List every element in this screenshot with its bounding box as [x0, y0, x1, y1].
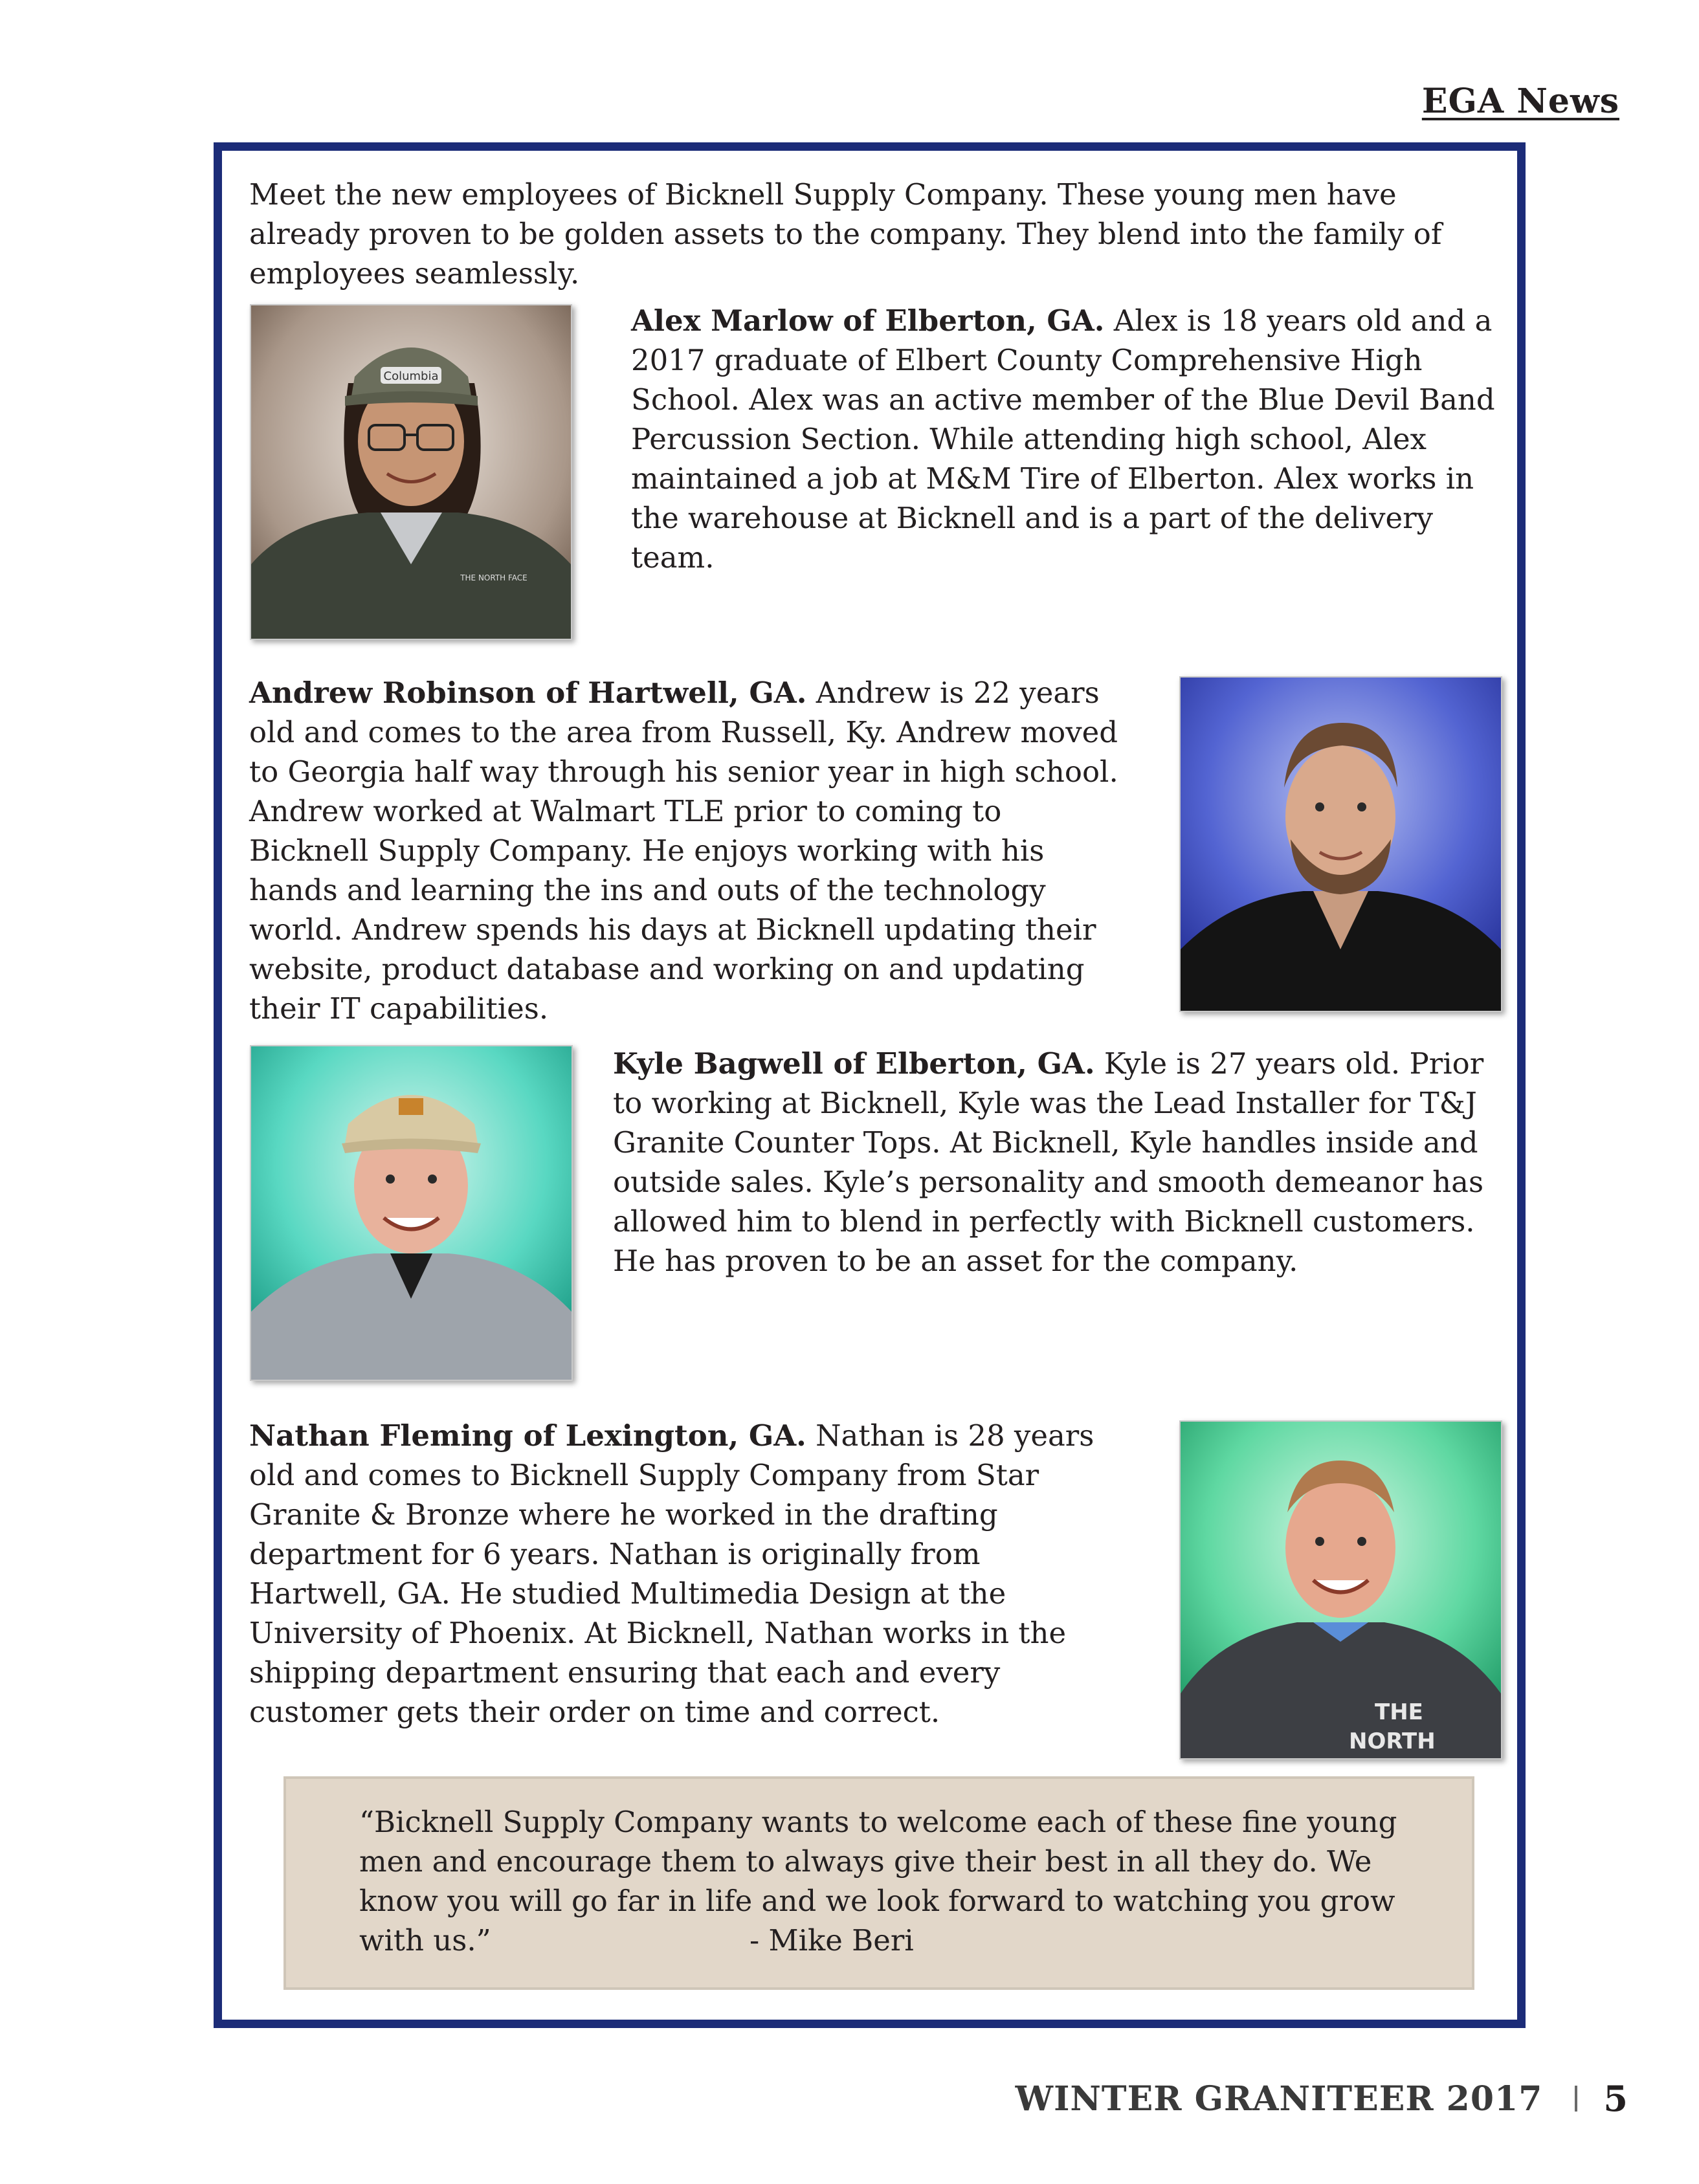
andrew-robinson-text: Andrew is 22 years old and comes to the area from Russell, Ky. Andrew moved to Georgia half way through his senior year in high school. Andrew worked at Walmart TLE prior to coming to Bicknell Supply Company. He enjoys working with his hands and learning the ins and outs of the technology world. Andrew spends his days at Bicknell updating their website, product database and working on and updating their IT capabilities. — [249, 676, 1118, 1026]
alex-marlow-text: Alex is 18 years old and a 2017 graduate of Elbert County Comprehensive High School. Alex was an active member of the Blue Devil Band Percussion Section. While attending high school, Alex maintained a job at M&M Tire of Elberton. Alex works in the warehouse at Bicknell and is a part of the delivery team. — [631, 303, 1495, 575]
jacket-logo-text: THE NORTH FACE — [460, 573, 527, 582]
section-header: EGA News — [1421, 82, 1619, 121]
andrew-robinson-name: Andrew Robinson of Hartwell, GA. — [249, 676, 807, 710]
hoodie-logo-line2: NORTH — [1349, 1728, 1436, 1754]
nathan-fleming-name: Nathan Fleming of Lexington, GA. — [249, 1418, 806, 1453]
quote-text: “Bicknell Supply Company wants to welcome each of these fine young men and encourage them to always give their best in all they do. We know you will go far in life and we look forward to watching you grow with us.” — [359, 1805, 1397, 1958]
alex-marlow-bio — [631, 301, 1498, 577]
page-number: 5 — [1603, 2078, 1628, 2119]
alex-marlow-photo — [250, 304, 572, 640]
page-footer — [1016, 2076, 1628, 2121]
nathan-fleming-photo — [1179, 1420, 1502, 1759]
nathan-fleming-bio — [249, 1416, 1110, 1732]
kyle-bagwell-photo — [250, 1045, 573, 1381]
hoodie-logo-line1: THE — [1375, 1699, 1423, 1725]
footer-divider — [1575, 2086, 1577, 2112]
quote-author: - Mike Beri — [750, 1923, 914, 1958]
hat-logo-text: Columbia — [383, 370, 439, 383]
kyle-bagwell-name: Kyle Bagwell of Elberton, GA. — [613, 1046, 1095, 1081]
intro-paragraph: Meet the new employees of Bicknell Supply Company. These young men have already proven to be golden assets to the company. They blend into the family of employees seamlessly. — [249, 177, 1442, 291]
andrew-robinson-bio — [249, 673, 1129, 1028]
nathan-fleming-text: Nathan is 28 years old and comes to Bicknell Supply Company from Star Granite & Bronze where he worked in the drafting department for 6 years. Nathan is originally from Hartwell, GA. He studied Multimedia Design at the University of Phoenix. At Bicknell, Nathan works in the shipping department ensuring that each and every customer gets their order on time and correct. — [249, 1418, 1094, 1729]
publication-title: WINTER GRANITEER 2017 — [1015, 2079, 1543, 2119]
andrew-robinson-photo — [1179, 676, 1502, 1012]
kyle-bagwell-bio — [613, 1044, 1500, 1281]
kyle-bagwell-text: Kyle is 27 years old. Prior to working at Bicknell, Kyle was the Lead Installer for T&J Granite Counter Tops. At Bicknell, Kyle handles inside and outside sales. Kyle’s personality and smooth demeanor has allowed him to blend in perfectly with Bicknell customers. He has proven to be an asset for the company. — [613, 1046, 1484, 1278]
alex-marlow-name: Alex Marlow of Elberton, GA. — [631, 303, 1105, 338]
